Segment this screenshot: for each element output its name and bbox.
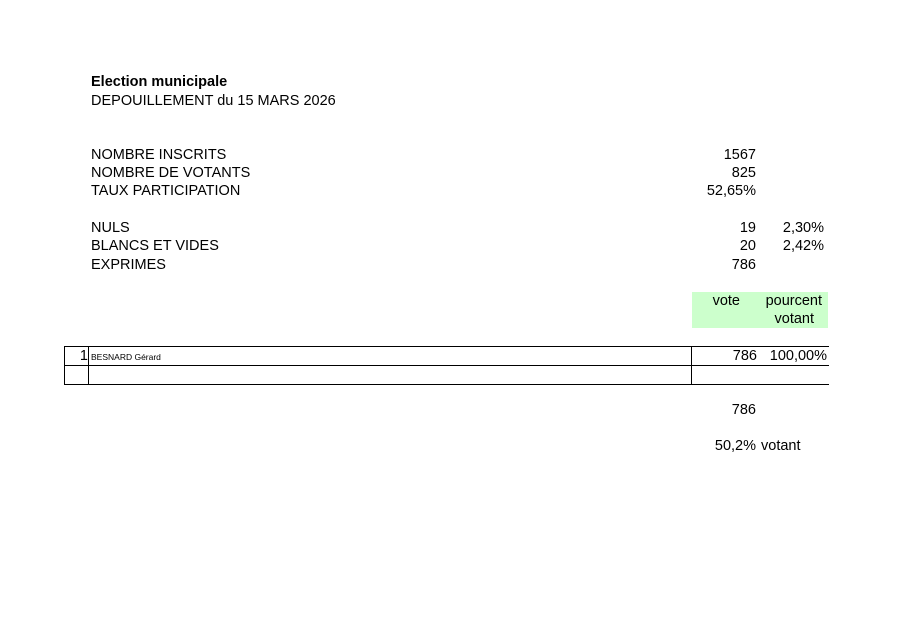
vote-ratio-label: votant: [761, 438, 801, 454]
pourcent-column-header: pourcent: [765, 293, 822, 309]
votants-value: 825: [731, 165, 756, 181]
candidate-number: [65, 366, 89, 384]
votants-label: NOMBRE DE VOTANTS: [91, 165, 251, 181]
candidate-percent: [757, 366, 827, 384]
page-subtitle: DEPOUILLEMENT du 15 MARS 2026: [91, 93, 336, 109]
taux-label: TAUX PARTICIPATION: [91, 183, 241, 199]
vote-ratio: 50,2%: [714, 438, 756, 454]
candidate-name: BESNARD Gérard: [89, 347, 692, 365]
page-title: Election municipale: [91, 74, 228, 90]
blancs-label: BLANCS ET VIDES: [91, 238, 219, 254]
blancs-value: 20: [739, 238, 756, 254]
taux-value: 52,65%: [706, 183, 756, 199]
inscrits-value: 1567: [723, 147, 756, 163]
nuls-percent: 2,30%: [782, 220, 824, 236]
nuls-label: NULS: [91, 220, 130, 236]
candidate-percent: 100,00%: [769, 348, 827, 364]
inscrits-label: NOMBRE INSCRITS: [91, 147, 227, 163]
blancs-percent: 2,42%: [782, 238, 824, 254]
nuls-value: 19: [739, 220, 756, 236]
votant-column-header: votant: [774, 311, 814, 327]
results-column-header: [692, 292, 828, 328]
table-row: [64, 365, 829, 385]
exprimes-value: 786: [731, 257, 756, 273]
candidate-votes: [693, 366, 757, 384]
vote-column-header: vote: [712, 293, 740, 309]
table-row: [64, 346, 829, 365]
exprimes-label: EXPRIMES: [91, 257, 166, 273]
candidate-number: 1: [65, 347, 89, 365]
candidates-table: [64, 346, 829, 385]
candidate-name: [89, 366, 692, 384]
total-votes: 786: [731, 402, 756, 418]
candidate-votes: 786: [732, 348, 757, 364]
